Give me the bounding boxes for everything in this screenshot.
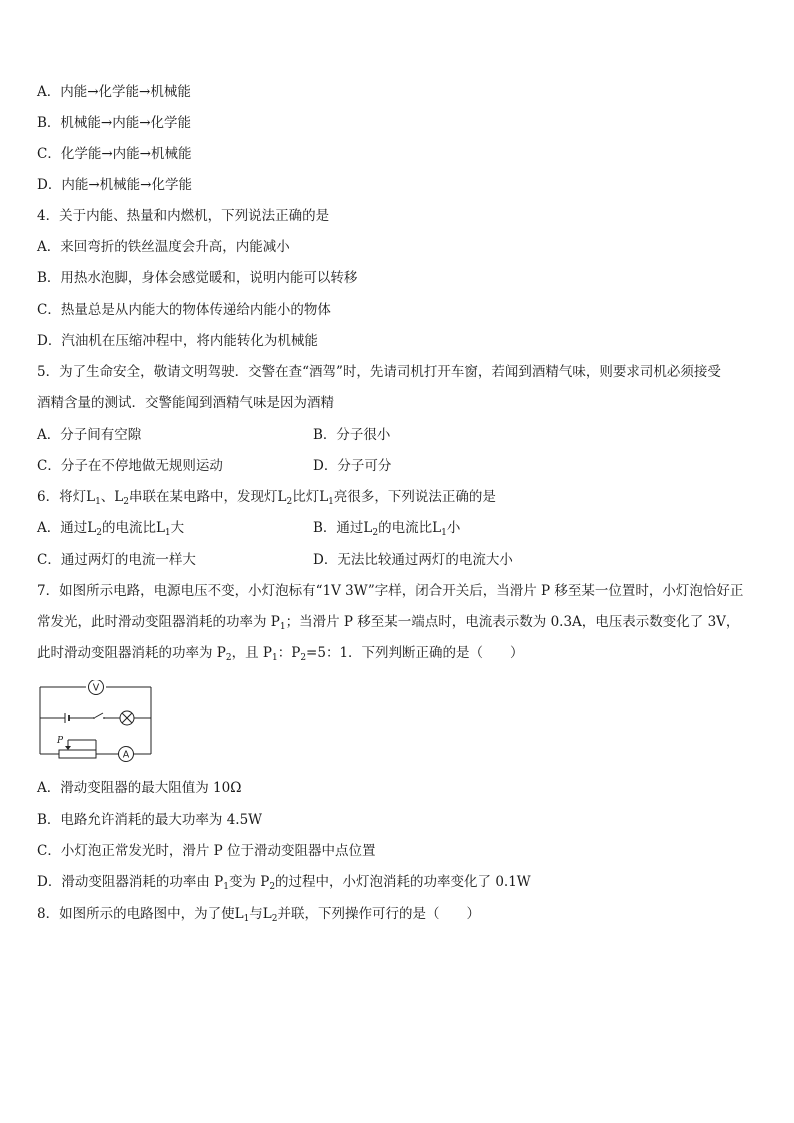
q7-stem-text: 常发光，此时滑动变阻器消耗的功率为 P — [37, 614, 280, 630]
subscript: 1 — [95, 497, 101, 507]
rheostat-icon — [59, 750, 96, 758]
q7-option-text: D．滑动变阻器消耗的功率由 P — [37, 874, 224, 890]
subscript: 1 — [164, 528, 171, 538]
q8-stem-text: 与L — [249, 906, 272, 922]
q8-stem-text: 并联，下列操作可行的是（ ） — [277, 906, 480, 922]
ammeter-label: A — [122, 749, 130, 761]
q6-option-text: 的电流比L — [101, 520, 165, 536]
q6-option-b — [313, 519, 460, 542]
q7-stem-text: ：P — [277, 645, 301, 661]
q7-stem-text: ；当滑片 P 移至某一端点时，电流表示数为 0.3A，电压表示数变化了 3V， — [285, 614, 740, 630]
circuit-diagram — [38, 680, 158, 770]
switch-icon — [93, 717, 95, 719]
q3-option-a: A．内能→化学能→机械能 — [37, 84, 191, 100]
q7-option-d — [37, 873, 531, 896]
q5-stem-line2: 酒精含量的测试．交警能闻到酒精气味是因为酒精 — [37, 395, 334, 411]
subscript: 1 — [271, 653, 278, 663]
subscript: 1 — [223, 882, 229, 892]
subscript: 2 — [225, 653, 232, 663]
q8-stem-text: 8．如图所示的电路图中，为了使L — [37, 906, 244, 922]
subscript: 1 — [243, 914, 250, 924]
q4-option-a: A．来回弯折的铁丝温度会升高，内能减小 — [37, 239, 290, 255]
q4-option-d: D．汽油机在压缩冲程中，将内能转化为机械能 — [37, 333, 318, 349]
subscript: 2 — [372, 528, 379, 538]
subscript: 2 — [271, 914, 278, 924]
q6-option-a — [37, 519, 184, 542]
q6-stem — [37, 488, 496, 511]
q6-option-d: D．无法比较通过两灯的电流大小 — [313, 552, 513, 568]
subscript: 1 — [279, 622, 286, 632]
q6-option-text: A．通过L — [37, 520, 97, 536]
q7-option-b: B．电路允许消耗的最大功率为 4.5W — [37, 812, 263, 828]
q3-option-d: D．内能→机械能→化学能 — [37, 177, 192, 193]
q6-stem-text: 、L — [100, 489, 124, 505]
subscript: 2 — [96, 528, 102, 538]
subscript: 1 — [328, 497, 334, 507]
switch-icon — [103, 717, 105, 719]
q6-stem-text: 串联在某电路中，发现灯L — [129, 489, 287, 505]
q6-option-text: 大 — [170, 520, 185, 536]
q5-option-d: D．分子可分 — [313, 458, 392, 474]
q6-option-text: 小 — [446, 520, 461, 536]
lamp-icon — [120, 711, 134, 725]
subscript: 2 — [300, 653, 307, 663]
subscript: 2 — [123, 497, 129, 507]
q8-stem — [37, 905, 480, 928]
q7-stem-text: =5：1．下列判断正确的是（ ） — [306, 645, 524, 661]
q4-stem: 4．关于内能、热量和内燃机，下列说法正确的是 — [37, 208, 330, 224]
q7-option-text: 的过程中，小灯泡消耗的功率变化了 0.1W — [275, 874, 531, 890]
q6-option-text: 的电流比L — [378, 520, 442, 536]
q6-option-text: B．通过L — [313, 520, 373, 536]
q7-stem-line3 — [37, 644, 524, 667]
q6-stem-text: 比灯L — [292, 489, 329, 505]
q7-stem-text: 此时滑动变阻器消耗的功率为 P — [37, 645, 226, 661]
q7-option-a: A．滑动变阻器的最大阻值为 10Ω — [37, 780, 242, 796]
subscript: 2 — [286, 497, 293, 507]
q5-option-a: A．分子间有空隙 — [37, 427, 142, 443]
q5-stem-line1: 5．为了生命安全，敬请文明驾驶．交警在查“酒驾”时，先请司机打开车窗，若闻到酒精气味，则要求司机必须接受 — [37, 364, 721, 380]
voltmeter-label: V — [92, 682, 100, 694]
q7-stem-text: ，且 P — [231, 645, 272, 661]
switch-icon — [95, 713, 103, 718]
slider-arrow-icon — [65, 746, 71, 750]
q7-option-text: 变为 P — [228, 874, 270, 890]
q7-stem-line1: 7．如图所示电路，电源电压不变，小灯泡标有“1V 3W”字样，闭合开关后，当滑片 P 移至某一位置时，小灯泡恰好正 — [37, 583, 744, 599]
q3-option-b: B．机械能→内能→化学能 — [37, 115, 192, 131]
q3-option-c: C．化学能→内能→机械能 — [37, 146, 192, 162]
q7-stem-line2 — [37, 613, 739, 636]
q6-option-c: C．通过两灯的电流一样大 — [37, 552, 196, 568]
q5-option-b: B．分子很小 — [313, 427, 391, 443]
q4-option-b: B．用热水泡脚，身体会感觉暖和，说明内能可以转移 — [37, 270, 358, 286]
q6-stem-text: 亮很多，下列说法正确的是 — [333, 489, 496, 505]
slider-label: P — [57, 736, 64, 746]
q5-option-c: C．分子在不停地做无规则运动 — [37, 458, 223, 474]
q6-stem-text: 6．将灯L — [37, 489, 96, 505]
q4-option-c: C．热量总是从内能大的物体传递给内能小的物体 — [37, 302, 331, 318]
q7-option-c: C．小灯泡正常发光时，滑片 P 位于滑动变阻器中点位置 — [37, 843, 376, 859]
subscript: 2 — [269, 882, 276, 892]
subscript: 1 — [441, 528, 447, 538]
